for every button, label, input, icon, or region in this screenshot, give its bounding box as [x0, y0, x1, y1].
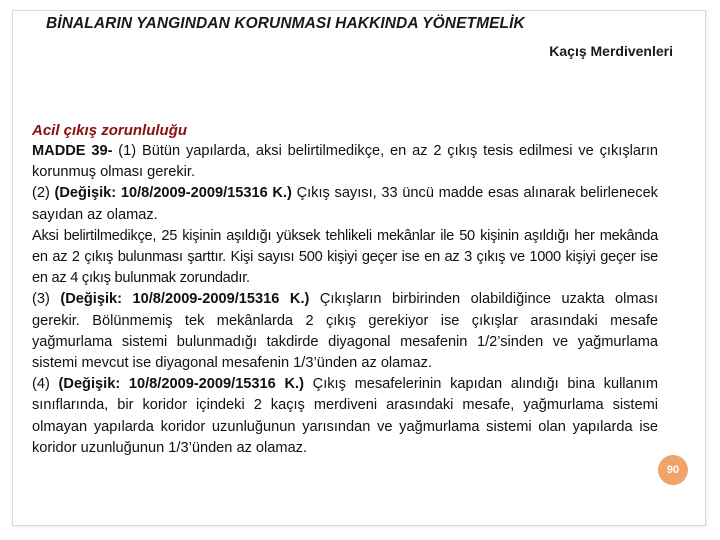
- paragraph-4: [32, 289, 658, 374]
- paragraph-2-text: Çıkış sayısı, 33 üncü madde esas alınarak belirlenecek sayıdan az olamaz.: [32, 185, 658, 223]
- paragraph-5-text: Çıkış mesafelerinin kapıdan alındığı bina kullanım sınıflarında, bir koridor içindeki 2 kaçış merdiveni arasındaki mesafe, yağmurlama sistemi olmayan yapılarda koridor uzunluğunun yarısından ve yağmurlama sistemi olan yapılarda ise koridor uzunluğunun 1/3’ünden az olamaz.: [32, 376, 658, 456]
- article-body: [32, 120, 658, 459]
- article-number: MADDE 39-: [32, 143, 113, 159]
- paragraph-4-text: Çıkışların birbirinden olabildiğince uzakta olması gerekir. Bölünmemiş tek mekânlarda 2 çıkış gerekiyor ise çıkışlar arasındaki mesafe yağmurlama sistemi bulunmadığı takdirde diyagonal mesafenin 1/2’sinden ve yağmurlama sistemi mevcut ise diyagonal mesafenin 1/3’ünden az olamaz.: [32, 291, 658, 372]
- paragraph-1-text: (1) Bütün yapılarda, aksi belirtilmedikçe, en az 2 çıkış tesis edilmesi ve çıkışların korunmuş olması gerekir.: [32, 143, 659, 181]
- amendment-note: (Değişik: 10/8/2009-2009/15316 K.): [54, 185, 292, 202]
- paragraph-4-number: (3): [32, 291, 61, 308]
- paragraph-2-number: (2): [32, 185, 55, 202]
- article-heading: Acil çıkış zorunluluğu: [32, 122, 188, 139]
- paragraph-2: [32, 183, 658, 225]
- paragraph-1: [32, 141, 658, 183]
- page-number-badge: 90: [658, 455, 688, 485]
- section-subtitle: Kaçış Merdivenleri: [549, 43, 673, 59]
- paragraph-3: Aksi belirtilmedikçe, 25 kişinin aşıldığı yüksek tehlikeli mekânlar ile 50 kişinin aşıldığı her mekânda en az 2 çıkış bulunması şarttır. Kişi sayısı 500 kişiyi geçer ise en az 3 çıkış ve 1000 kişiyi geçer ise en az 4 çıkış bulunmak zorundadır.: [32, 227, 658, 287]
- amendment-note: (Değişik: 10/8/2009-2009/15316 K.): [60, 291, 310, 308]
- amendment-note: (Değişik: 10/8/2009-2009/15316 K.): [58, 376, 304, 393]
- document-title: BİNALARIN YANGINDAN KORUNMASI HAKKINDA YÖNETMELİK: [46, 15, 525, 32]
- paragraph-5: [32, 374, 658, 459]
- paragraph-5-number: (4): [32, 376, 59, 393]
